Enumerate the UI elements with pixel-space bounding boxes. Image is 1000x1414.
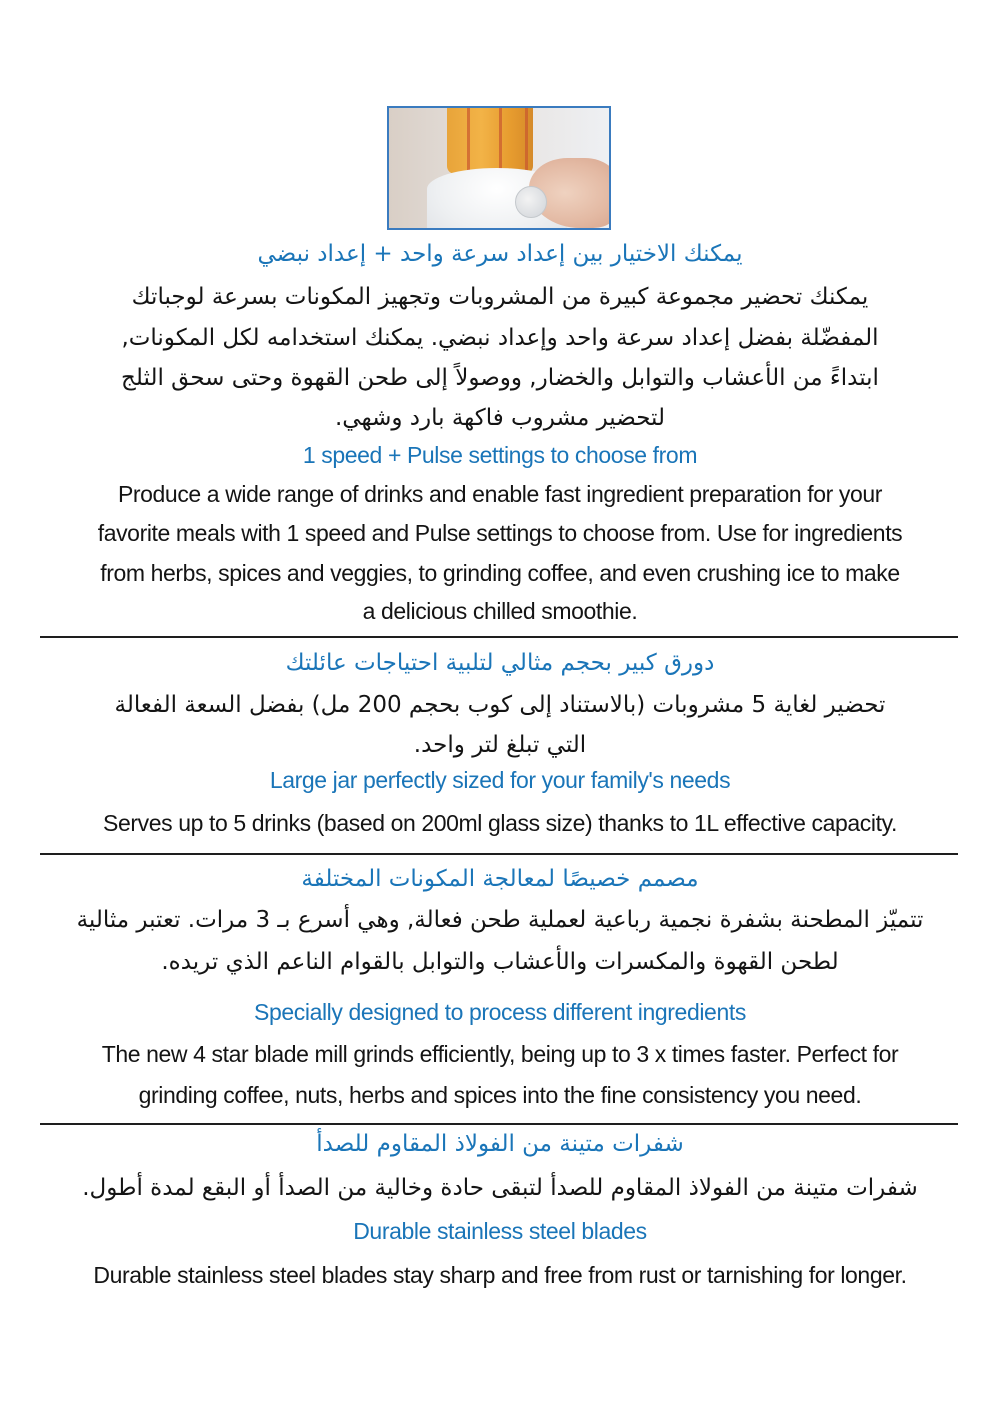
section-2-ar-body-line: تحضير لغاية 5 مشروبات (بالاستناد إلى كوب بحجم 200 مل) بفضل السعة الفعالة — [114, 692, 886, 718]
section-divider — [40, 1123, 958, 1125]
section-2-ar-heading: دورق كبير بحجم مثالي لتلبية احتياجات عائلتك — [285, 650, 715, 676]
section-1-ar-body-line: ابتداءً من الأعشاب والتوابل والخضار, ووصولاً إلى طحن القهوة وحتى سحق الثلج — [121, 365, 879, 391]
section-divider — [40, 853, 958, 855]
section-2-en-body-line: Serves up to 5 drinks (based on 200ml glass size) thanks to 1L effective capacity. — [103, 810, 897, 836]
speed-dial-graphic — [515, 186, 547, 218]
section-divider — [40, 636, 958, 638]
section-1-ar-heading: يمكنك الاختيار بين إعداد سرعة واحد + إعداد نبضي — [257, 241, 743, 267]
section-4-en-body-line: Durable stainless steel blades stay sharp and free from rust or tarnishing for longer. — [93, 1262, 907, 1288]
section-4-ar-body-line: شفرات متينة من الفولاذ المقاوم للصدأ لتبقى حادة وخالية من الصدأ أو البقع لمدة أطول. — [82, 1175, 918, 1201]
section-4-en-heading: Durable stainless steel blades — [353, 1218, 647, 1244]
section-3-en-body-line: grinding coffee, nuts, herbs and spices into the fine consistency you need. — [138, 1082, 862, 1108]
section-3-ar-body-line: تتميّز المطحنة بشفرة نجمية رباعية لعملية طحن فعالة, وهي أسرع بـ 3 مرات. تعتبر مثالية — [76, 907, 924, 933]
section-3-ar-heading: مصمم خصيصًا لمعالجة المكونات المختلفة — [301, 866, 699, 892]
product-photo — [387, 106, 611, 230]
section-4-ar-heading: شفرات متينة من الفولاذ المقاوم للصدأ — [316, 1131, 684, 1157]
section-1-ar-body-line: يمكنك تحضير مجموعة كبيرة من المشروبات وتجهيز المكونات بسرعة لوجباتك — [131, 284, 869, 310]
section-1-ar-body-line: المفضّلة بفضل إعداد سرعة واحد وإعداد نبضي. يمكنك استخدامه لكل المكونات, — [121, 325, 879, 351]
section-1-en-body-line: from herbs, spices and veggies, to grinding coffee, and even crushing ice to make — [100, 560, 900, 586]
section-1-en-heading: 1 speed + Pulse settings to choose from — [302, 442, 698, 468]
section-2-ar-body-line: التي تبلغ لتر واحد. — [413, 732, 587, 758]
section-1-en-body-line: favorite meals with 1 speed and Pulse settings to choose from. Use for ingredients — [97, 520, 903, 546]
section-1-ar-body-line: لتحضير مشروب فاكهة بارد وشهي. — [334, 405, 665, 431]
section-1-en-body-line: Produce a wide range of drinks and enable fast ingredient preparation for your — [117, 481, 883, 507]
section-2-en-heading: Large jar perfectly sized for your family's needs — [269, 767, 731, 793]
section-3-en-heading: Specially designed to process different ingredients — [254, 999, 746, 1025]
section-3-ar-body-line: لطحن القهوة والمكسرات والأعشاب والتوابل بالقوام الناعم الذي تريده. — [161, 949, 839, 975]
section-3-en-body-line: The new 4 star blade mill grinds efficiently, being up to 3 x times faster. Perfect for — [101, 1041, 899, 1067]
section-1-en-body-line: a delicious chilled smoothie. — [362, 598, 638, 624]
smoothie-jar-graphic — [447, 106, 533, 174]
